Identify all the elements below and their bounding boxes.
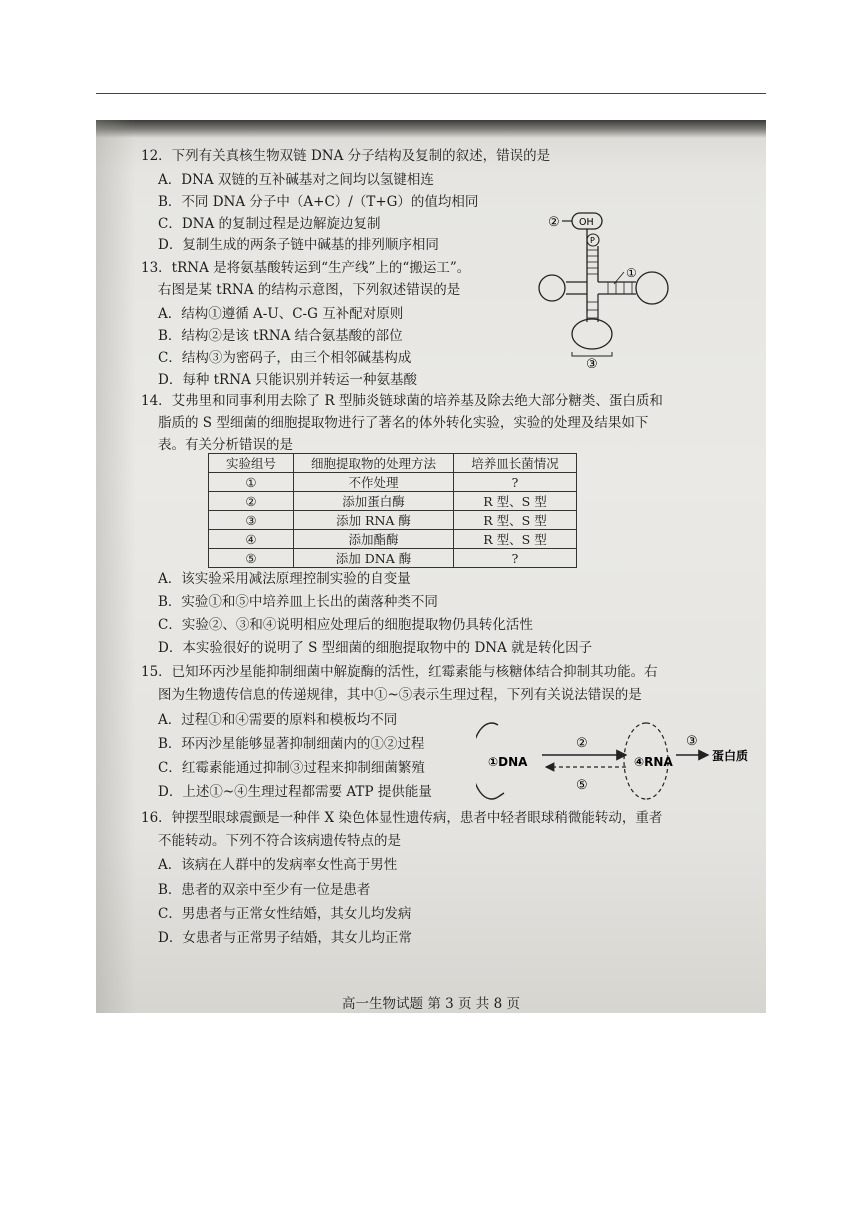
q15-option-b: B．环丙沙星能够显著抑制细菌内的①②过程: [158, 736, 425, 752]
table-header-cell: 培养皿长菌情况: [454, 454, 577, 473]
q13-option-d: D．每种 tRNA 只能识别并转运一种氨基酸: [158, 372, 418, 388]
flow-rna-label: ④RNA: [634, 755, 673, 769]
q15-option-d: D．上述①~④生理过程都需要 ATP 提供能量: [158, 784, 432, 800]
flow-protein-label: 蛋白质: [712, 749, 749, 763]
q13-stem-line-2: 右图是某 tRNA 的结构示意图，下列叙述错误的是: [158, 282, 461, 298]
q14-stem-line-1: 14．艾弗里和同事利用去除了 R 型肺炎链球菌的培养基及除去绝大部分糖类、蛋白质和: [141, 393, 663, 409]
table-row: [209, 549, 577, 568]
q15-stem-line-2: 图为生物遗传信息的传递规律，其中①~⑤表示生理过程，下列有关说法错误的是: [158, 687, 642, 703]
flow-label-2: ②: [576, 736, 588, 751]
page-footer: 高一生物试题 第 3 页 共 8 页: [342, 996, 520, 1012]
table-cell: 添加酯酶: [294, 530, 454, 549]
table-cell: ①: [209, 473, 294, 492]
q14-option-d: D．本实验很好的说明了 S 型细菌的细胞提取物中的 DNA 就是转化因子: [158, 640, 593, 656]
table-cell: 添加蛋白酶: [294, 492, 454, 511]
q13-stem-line-1: 13．tRNA 是将氨基酸转运到“生产线”上的“搬运工”。: [141, 260, 471, 276]
q14-stem-line-2: 脂质的 S 型细菌的细胞提取物进行了著名的体外转化实验，实验的处理及结果如下: [158, 415, 649, 431]
trna-p-label: P: [590, 236, 595, 245]
flow-label-3: ③: [686, 734, 698, 749]
flow-label-5: ⑤: [576, 778, 588, 793]
q16-option-c: C．男患者与正常女性结婚，其女儿均发病: [158, 906, 412, 922]
table-cell: ?: [454, 549, 577, 568]
q16-option-a: A．该病在人群中的发病率女性高于男性: [158, 857, 398, 873]
q14-option-a: A．该实验采用减法原理控制实验的自变量: [158, 571, 411, 587]
q15-stem-line-1: 15．已知环丙沙星能抑制细菌中解旋酶的活性，红霉素能与核糖体结合抑制其功能。右: [141, 664, 658, 680]
table-cell: ?: [454, 473, 577, 492]
table-cell: 添加 DNA 酶: [294, 549, 454, 568]
genetic-information-flow-diagram: [476, 715, 756, 807]
exam-page-photo: [96, 120, 766, 1013]
table-row: [209, 530, 577, 549]
q16-stem-line-2: 不能转动。下列不符合该病遗传特点的是: [158, 833, 401, 849]
q14-option-b: B．实验①和⑤中培养皿上长出的菌落种类不同: [158, 594, 438, 610]
table-header-cell: 实验组号: [209, 454, 294, 473]
photo-shadow: [96, 120, 136, 1013]
q13-option-b: B．结构②是该 tRNA 结合氨基酸的部位: [158, 328, 403, 344]
photo-dark-edge: [96, 120, 766, 138]
q12-option-c: C．DNA 的复制过程是边解旋边复制: [158, 216, 381, 232]
trna-label-1: ①: [626, 266, 637, 280]
table-cell: ④: [209, 530, 294, 549]
trna-label-2: ②: [548, 215, 560, 230]
table-cell: R 型、S 型: [454, 492, 577, 511]
table-row: [209, 492, 577, 511]
flow-dna-label: ①DNA: [488, 755, 528, 769]
table-cell: ⑤: [209, 549, 294, 568]
trna-structure-diagram: [536, 210, 686, 368]
q12-option-d: D．复制生成的两条子链中碱基的排列顺序相同: [158, 237, 439, 253]
table-header-row: [209, 454, 577, 473]
q13-option-a: A．结构①遵循 A-U、C-G 互补配对原则: [158, 306, 404, 322]
q12-option-a: A．DNA 双链的互补碱基对之间均以氢键相连: [158, 172, 434, 188]
table-cell: R 型、S 型: [454, 511, 577, 530]
q16-option-b: B．患者的双亲中至少有一位是患者: [158, 882, 371, 898]
trna-oh-label: OH: [579, 217, 594, 228]
q16-option-d: D．女患者与正常男子结婚，其女儿均正常: [158, 930, 412, 946]
table-cell: 添加 RNA 酶: [294, 511, 454, 530]
table-row: [209, 511, 577, 530]
q16-stem-line-1: 16．钟摆型眼球震颤是一种伴 X 染色体显性遗传病，患者中轻者眼球稍微能转动，重者: [141, 810, 663, 826]
q12-option-b: B．不同 DNA 分子中（A+C）/（T+G）的值均相同: [158, 194, 479, 210]
q13-option-c: C．结构③为密码子，由三个相邻碱基构成: [158, 350, 412, 366]
table-header-cell: 细胞提取物的处理方法: [294, 454, 454, 473]
table-cell: 不作处理: [294, 473, 454, 492]
table-cell: ③: [209, 511, 294, 530]
trna-label-3: ③: [586, 357, 598, 368]
q14-experiment-table: [208, 453, 577, 568]
q14-option-c: C．实验②、③和④说明相应处理后的细胞提取物仍具转化活性: [158, 617, 533, 633]
q14-stem-line-3: 表。有关分析错误的是: [158, 437, 293, 453]
table-cell: ②: [209, 492, 294, 511]
q12-stem: 12．下列有关真核生物双链 DNA 分子结构及复制的叙述，错误的是: [141, 148, 551, 164]
q15-option-a: A．过程①和④需要的原料和模板均不同: [158, 712, 398, 728]
top-rule: [96, 93, 766, 94]
table-cell: R 型、S 型: [454, 530, 577, 549]
table-row: [209, 473, 577, 492]
q15-option-c: C．红霉素能通过抑制③过程来抑制细菌繁殖: [158, 760, 425, 776]
